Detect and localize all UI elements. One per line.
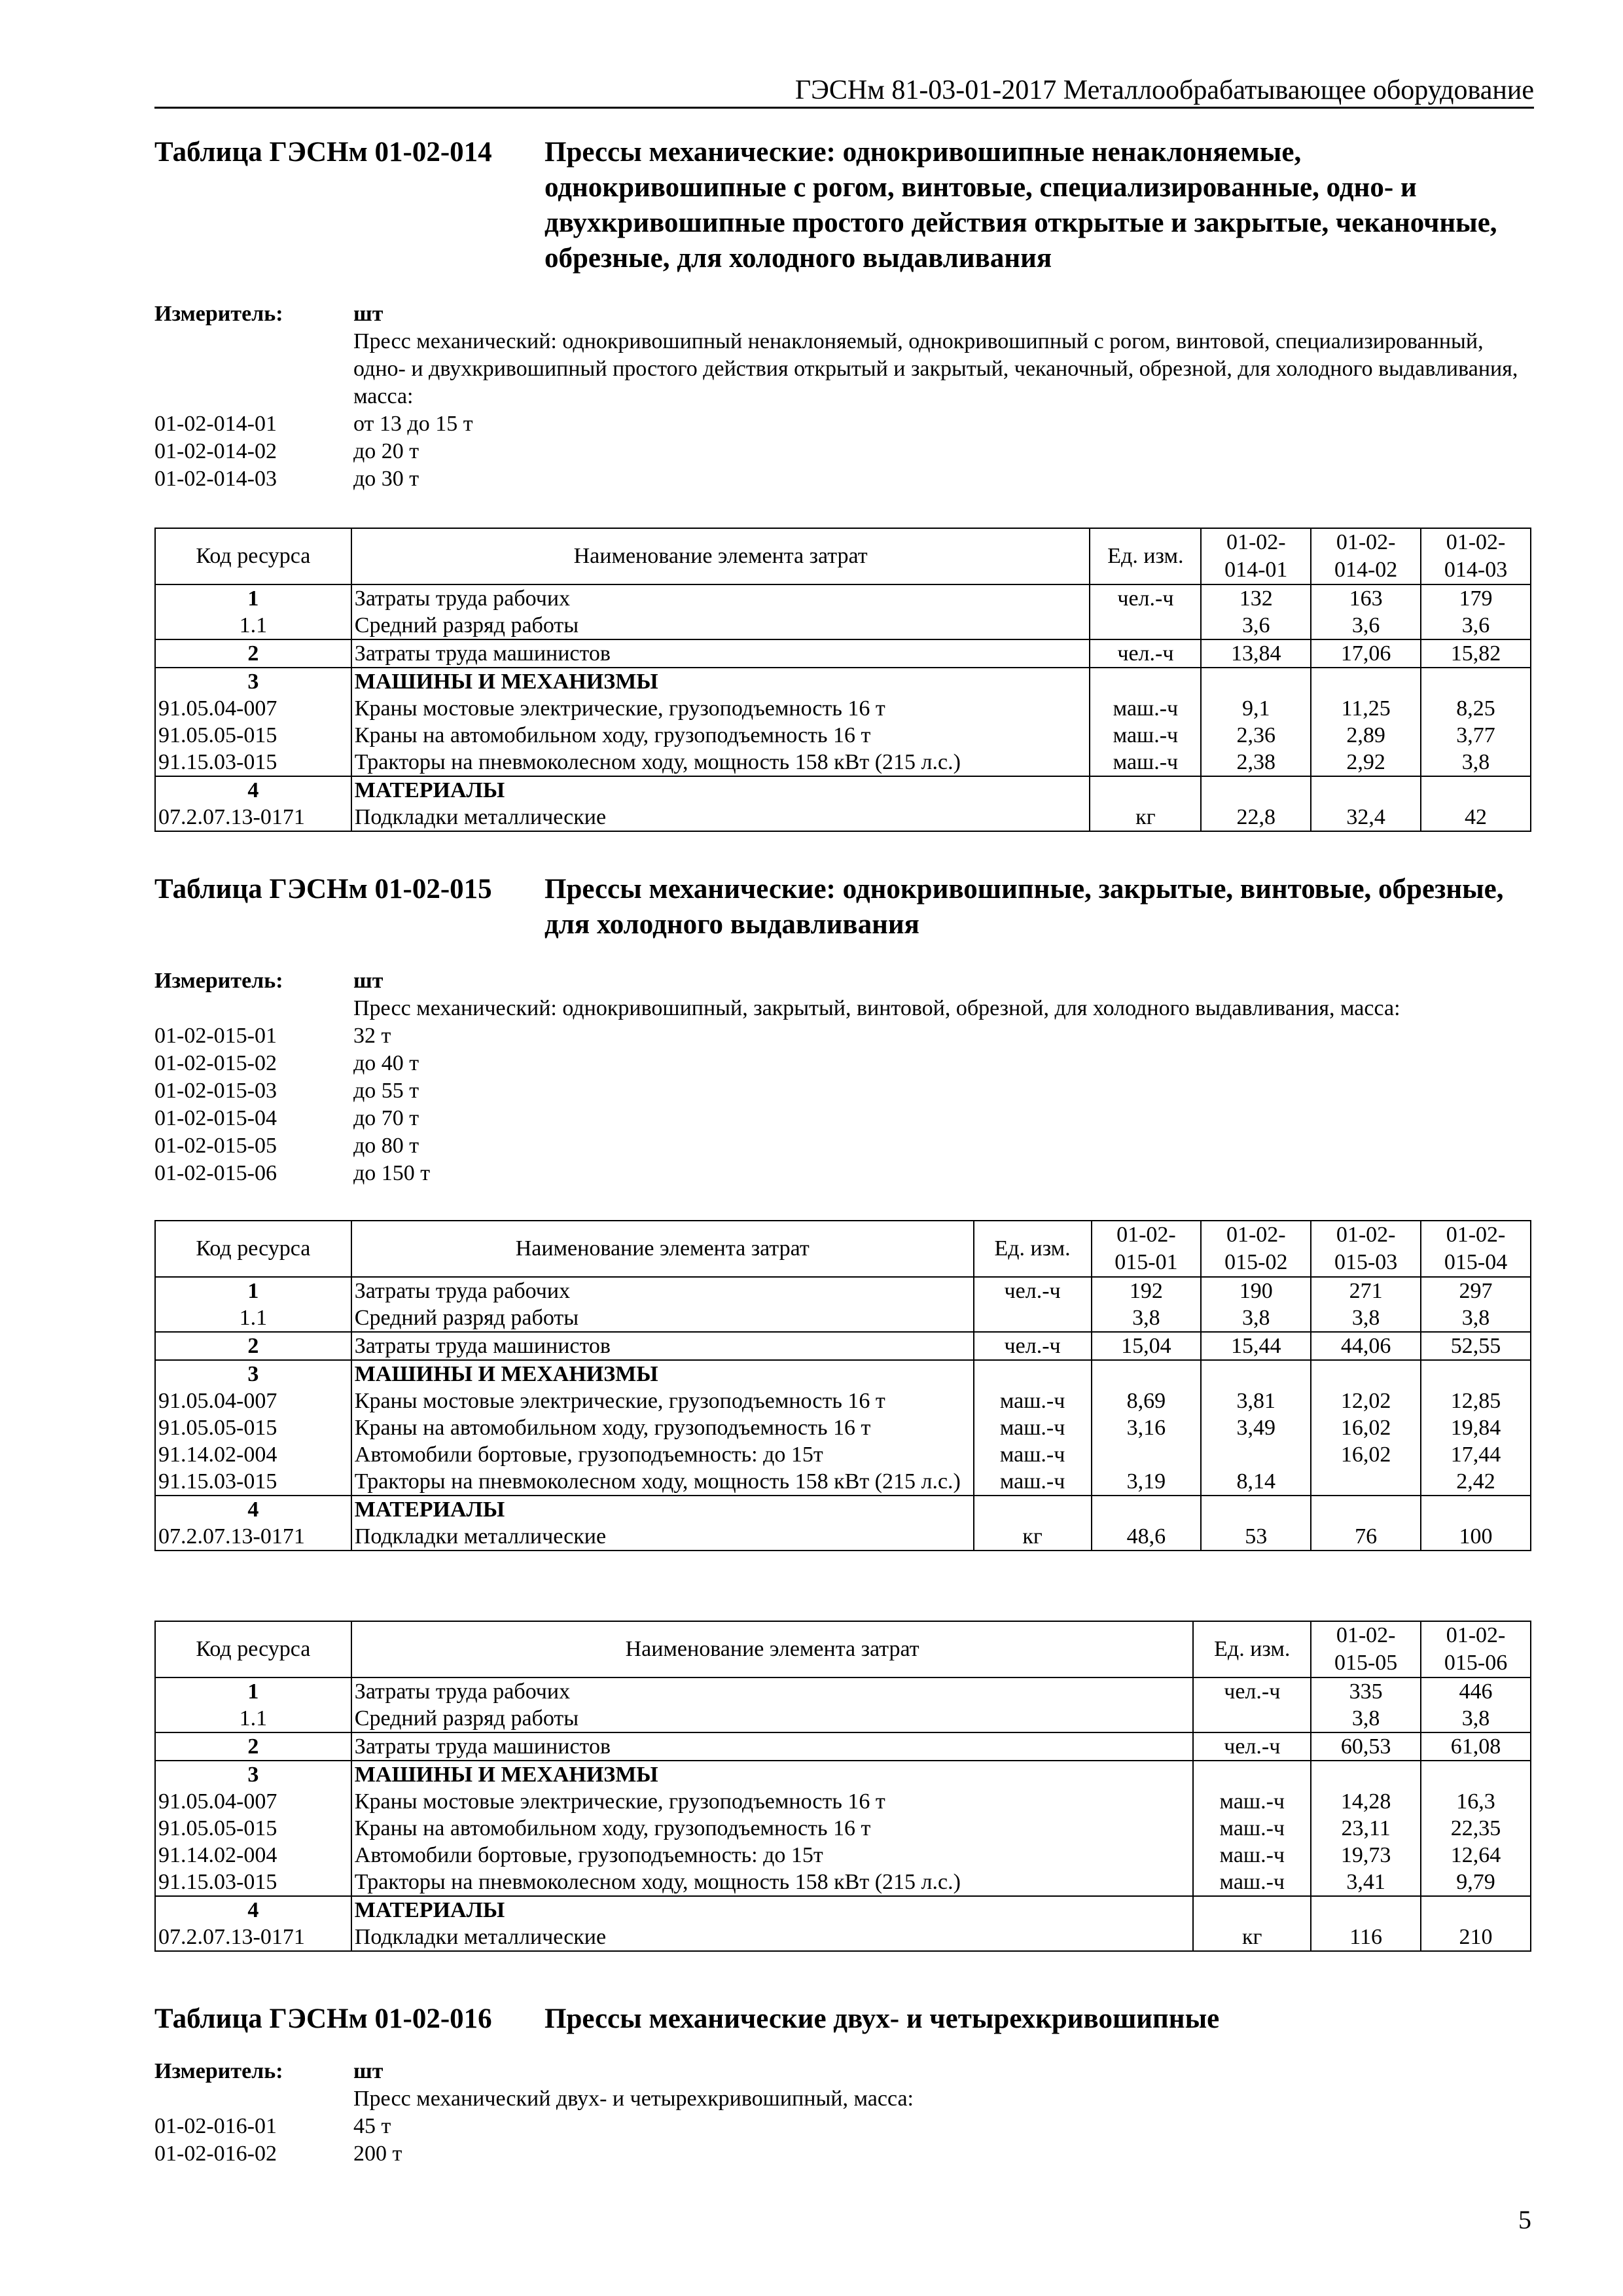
table-cell: 3,8 <box>1421 1304 1531 1332</box>
table-cell: 9,79 <box>1421 1869 1531 1896</box>
table-cell: 2,92 <box>1311 749 1421 776</box>
table-row <box>155 1360 1531 1388</box>
table-row <box>155 1441 1531 1468</box>
table-cell: чел.-ч <box>1193 1732 1311 1761</box>
table-cell: 11,25 <box>1311 695 1421 722</box>
table-cell: 16,02 <box>1311 1414 1421 1441</box>
item-code: 01-02-015-02 <box>154 1051 277 1075</box>
table-cell: 3,81 <box>1201 1388 1311 1414</box>
table-cell: 2 <box>155 639 351 668</box>
table-row <box>155 722 1531 749</box>
table-cell <box>1092 1496 1202 1523</box>
table-cell: 91.15.03-015 <box>155 1869 351 1896</box>
table-cell: 2 <box>155 1732 351 1761</box>
table-cell: 3 <box>155 668 351 695</box>
table-cell <box>1092 1441 1202 1468</box>
table-row <box>155 1788 1531 1815</box>
item-code: 01-02-015-06 <box>154 1161 277 1185</box>
table-cell: маш.-ч <box>1193 1869 1311 1896</box>
running-header: ГЭСНм 81-03-01-2017 Металлообрабатывающее оборудование <box>794 75 1534 105</box>
table-cell: 9,1 <box>1201 695 1311 722</box>
table-cell: 91.05.05-015 <box>155 1815 351 1842</box>
table-cell: 07.2.07.13-0171 <box>155 1924 351 1951</box>
table-cell: 12,02 <box>1311 1388 1421 1414</box>
item-code: 01-02-014-03 <box>154 467 277 491</box>
table-cell: 271 <box>1311 1277 1421 1304</box>
item-code: 01-02-015-01 <box>154 1024 277 1048</box>
table-cell: 44,06 <box>1311 1332 1421 1360</box>
table-cell <box>1193 1761 1311 1788</box>
item-text: 200 т <box>353 2142 402 2166</box>
table-cell: 91.05.04-007 <box>155 1388 351 1414</box>
table-cell: 91.15.03-015 <box>155 1468 351 1496</box>
table-cell: 1.1 <box>155 612 351 639</box>
table-cell: Краны на автомобильном ходу, грузоподъемность 16 т <box>351 1815 1194 1842</box>
col-header-value <box>1311 528 1421 584</box>
item-code: 01-02-014-01 <box>154 412 277 436</box>
table-cell <box>1311 668 1421 695</box>
measure-unit: шт <box>353 302 383 326</box>
measure-label: Измеритель: <box>154 302 283 326</box>
table-row <box>155 749 1531 776</box>
table-row <box>155 1523 1531 1551</box>
table-cell: 91.05.04-007 <box>155 695 351 722</box>
table-cell <box>1201 1441 1311 1468</box>
col-header-line: 01-02- <box>1446 530 1506 554</box>
col-header-line: 01-02- <box>1336 1223 1396 1247</box>
col-header-line: 01-02- <box>1226 1223 1286 1247</box>
col-header-line: 01-02- <box>1446 1223 1506 1247</box>
table-row <box>155 1468 1531 1496</box>
table-cell <box>1090 668 1201 695</box>
table-cell: 3,8 <box>1421 1705 1531 1732</box>
col-header-line: 015-01 <box>1115 1250 1178 1274</box>
col-header-value <box>1421 1621 1531 1677</box>
table-cell: 179 <box>1421 584 1531 612</box>
table-cell <box>1421 776 1531 804</box>
table-cell: МАТЕРИАЛЫ <box>351 1496 974 1523</box>
table-cell: 19,84 <box>1421 1414 1531 1441</box>
header-rule <box>154 107 1534 109</box>
table-cell: маш.-ч <box>974 1468 1092 1496</box>
table-016-measure <box>154 2058 1531 2168</box>
table-cell <box>1421 1496 1531 1523</box>
col-header-line: 01-02- <box>1116 1223 1176 1247</box>
table-cell <box>974 1360 1092 1388</box>
table-cell: 13,84 <box>1201 639 1311 668</box>
table-cell: 22,35 <box>1421 1815 1531 1842</box>
item-code: 01-02-016-01 <box>154 2114 277 2138</box>
item-text: 45 т <box>353 2114 391 2138</box>
table-cell <box>1421 1761 1531 1788</box>
table-row <box>155 668 1531 695</box>
table-cell: Подкладки металлические <box>351 1523 974 1551</box>
col-header-line: 015-04 <box>1444 1250 1508 1274</box>
table-cell: 61,08 <box>1421 1732 1531 1761</box>
table-cell: Затраты труда машинистов <box>351 1732 1194 1761</box>
table-cell: 12,64 <box>1421 1842 1531 1869</box>
table-cell: Подкладки металлические <box>351 804 1090 831</box>
table-row <box>155 1496 1531 1523</box>
table-cell: 17,06 <box>1311 639 1421 668</box>
table-cell: Автомобили бортовые, грузоподъемность: до 15т <box>351 1842 1194 1869</box>
table-row <box>155 804 1531 831</box>
table-row <box>155 1677 1531 1705</box>
table-cell: 22,8 <box>1201 804 1311 831</box>
table-row <box>155 1277 1531 1304</box>
table-cell: 210 <box>1421 1924 1531 1951</box>
col-header-name: Наименование элемента затрат <box>351 1621 1194 1677</box>
table-cell: 15,04 <box>1092 1332 1202 1360</box>
table-cell: 3,41 <box>1311 1869 1421 1896</box>
table-cell: 3,8 <box>1311 1304 1421 1332</box>
table-cell: Краны мостовые электрические, грузоподъемность 16 т <box>351 1388 974 1414</box>
table-cell <box>1201 668 1311 695</box>
table-cell <box>1421 668 1531 695</box>
table-015-grid-a <box>154 1220 1531 1551</box>
table-cell: маш.-ч <box>1193 1815 1311 1842</box>
table-cell <box>1311 1496 1421 1523</box>
col-header-line: 01-02- <box>1336 530 1396 554</box>
table-cell <box>1311 1360 1421 1388</box>
table-cell: МАШИНЫ И МЕХАНИЗМЫ <box>351 1360 974 1388</box>
table-row <box>155 612 1531 639</box>
item-text: 32 т <box>353 1024 391 1048</box>
table-cell: 8,25 <box>1421 695 1531 722</box>
col-header-unit: Ед. изм. <box>1090 528 1201 584</box>
col-header-value <box>1201 528 1311 584</box>
table-cell: 1 <box>155 584 351 612</box>
table-row <box>155 1304 1531 1332</box>
col-header-line: 014-03 <box>1444 558 1508 582</box>
table-row <box>155 639 1531 668</box>
page-number: 5 <box>1518 2205 1531 2234</box>
table-cell: маш.-ч <box>974 1414 1092 1441</box>
table-014-name: Прессы механические: однокривошипные ненаклоняемые, однокривошипные с рогом, винтовые, специализированные, одно- и двухкривошипные простого действия открытые и закрытые, чеканочные, обрезные, для холодного выдавливания <box>544 137 1497 274</box>
table-cell: маш.-ч <box>1193 1788 1311 1815</box>
table-cell: 3,8 <box>1311 1705 1421 1732</box>
table-cell <box>1092 1360 1202 1388</box>
item-code: 01-02-015-05 <box>154 1134 277 1158</box>
col-header-line: 01-02- <box>1226 530 1286 554</box>
table-cell: 3,8 <box>1092 1304 1202 1332</box>
measure-unit: шт <box>353 2059 383 2083</box>
table-row <box>155 776 1531 804</box>
table-cell: 3,77 <box>1421 722 1531 749</box>
table-014-measure <box>154 300 1531 493</box>
col-header-value <box>1311 1221 1421 1277</box>
col-header-name: Наименование элемента затрат <box>351 528 1090 584</box>
table-cell: 48,6 <box>1092 1523 1202 1551</box>
table-cell: 100 <box>1421 1523 1531 1551</box>
table-cell: 91.15.03-015 <box>155 749 351 776</box>
table-cell: Средний разряд работы <box>351 1304 974 1332</box>
measure-label: Измеритель: <box>154 969 283 993</box>
table-cell <box>1090 612 1201 639</box>
table-cell: Затраты труда рабочих <box>351 1277 974 1304</box>
table-header-row <box>155 1621 1531 1677</box>
measure-unit: шт <box>353 969 383 993</box>
item-text: до 70 т <box>353 1106 419 1130</box>
table-cell: 297 <box>1421 1277 1531 1304</box>
table-cell <box>1421 1896 1531 1924</box>
table-cell: 1 <box>155 1277 351 1304</box>
table-cell: Тракторы на пневмоколесном ходу, мощность 158 кВт (215 л.с.) <box>351 749 1090 776</box>
item-text: до 40 т <box>353 1051 419 1075</box>
table-cell: Затраты труда рабочих <box>351 584 1090 612</box>
table-cell: 76 <box>1311 1523 1421 1551</box>
table-cell: 2,42 <box>1421 1468 1531 1496</box>
table-row <box>155 1388 1531 1414</box>
table-cell <box>974 1304 1092 1332</box>
table-cell <box>1193 1896 1311 1924</box>
table-row <box>155 1414 1531 1441</box>
table-cell: 91.14.02-004 <box>155 1842 351 1869</box>
table-014-title <box>154 135 1531 276</box>
col-header-unit: Ед. изм. <box>1193 1621 1311 1677</box>
measure-description: Пресс механический: однокривошипный, закрытый, винтовой, обрезной, для холодного выдавливания, масса: <box>353 996 1400 1020</box>
item-text: до 30 т <box>353 467 419 491</box>
col-header-line: 015-03 <box>1334 1250 1398 1274</box>
col-header-line: 015-02 <box>1224 1250 1288 1274</box>
table-cell <box>1311 776 1421 804</box>
table-cell: 1.1 <box>155 1705 351 1732</box>
measure-label: Измеритель: <box>154 2059 283 2083</box>
table-cell <box>1311 1468 1421 1496</box>
table-cell: 2,89 <box>1311 722 1421 749</box>
table-015-title <box>154 872 1531 942</box>
table-header-row <box>155 528 1531 584</box>
table-cell: МАТЕРИАЛЫ <box>351 1896 1194 1924</box>
table-cell: 3,19 <box>1092 1468 1202 1496</box>
table-cell: 91.05.05-015 <box>155 1414 351 1441</box>
table-015-grid-b <box>154 1621 1531 1952</box>
table-cell: 60,53 <box>1311 1732 1421 1761</box>
table-cell: чел.-ч <box>974 1332 1092 1360</box>
table-cell: 2 <box>155 1332 351 1360</box>
table-cell <box>1201 1496 1311 1523</box>
table-cell: 2,38 <box>1201 749 1311 776</box>
table-header-row <box>155 1221 1531 1277</box>
table-row <box>155 1924 1531 1951</box>
item-text: до 20 т <box>353 439 419 463</box>
table-cell: 23,11 <box>1311 1815 1421 1842</box>
table-cell: кг <box>974 1523 1092 1551</box>
table-row <box>155 1869 1531 1896</box>
table-cell: 1 <box>155 1677 351 1705</box>
table-cell: 190 <box>1201 1277 1311 1304</box>
table-cell: 4 <box>155 1896 351 1924</box>
table-cell <box>1201 1360 1311 1388</box>
col-header-name: Наименование элемента затрат <box>351 1221 974 1277</box>
table-cell: чел.-ч <box>1090 584 1201 612</box>
table-016-code: Таблица ГЭСНм 01-02-016 <box>154 2003 492 2034</box>
table-cell: кг <box>1193 1924 1311 1951</box>
table-cell: Краны на автомобильном ходу, грузоподъемность 16 т <box>351 722 1090 749</box>
table-cell: 14,28 <box>1311 1788 1421 1815</box>
table-cell: МАТЕРИАЛЫ <box>351 776 1090 804</box>
item-text: до 55 т <box>353 1079 419 1103</box>
table-cell: Автомобили бортовые, грузоподъемность: до 15т <box>351 1441 974 1468</box>
table-row <box>155 1842 1531 1869</box>
table-cell: 12,85 <box>1421 1388 1531 1414</box>
table-cell: чел.-ч <box>974 1277 1092 1304</box>
table-cell: 3,8 <box>1201 1304 1311 1332</box>
col-header-unit: Ед. изм. <box>974 1221 1092 1277</box>
table-cell: 1.1 <box>155 1304 351 1332</box>
table-cell: Подкладки металлические <box>351 1924 1194 1951</box>
table-cell: Тракторы на пневмоколесном ходу, мощность 158 кВт (215 л.с.) <box>351 1869 1194 1896</box>
table-cell: Затраты труда рабочих <box>351 1677 1194 1705</box>
table-cell: Средний разряд работы <box>351 1705 1194 1732</box>
table-cell: Затраты труда машинистов <box>351 1332 974 1360</box>
table-row <box>155 1761 1531 1788</box>
col-header-code: Код ресурса <box>155 1221 351 1277</box>
table-cell: 3 <box>155 1761 351 1788</box>
table-cell: 3,6 <box>1311 612 1421 639</box>
table-cell: 52,55 <box>1421 1332 1531 1360</box>
item-text: до 150 т <box>353 1161 431 1185</box>
col-header-line: 01-02- <box>1336 1623 1396 1647</box>
table-cell: маш.-ч <box>974 1388 1092 1414</box>
col-header-code: Код ресурса <box>155 1621 351 1677</box>
table-cell: маш.-ч <box>1090 695 1201 722</box>
table-cell: 07.2.07.13-0171 <box>155 1523 351 1551</box>
table-cell: 15,44 <box>1201 1332 1311 1360</box>
table-cell <box>1193 1705 1311 1732</box>
item-text: от 13 до 15 т <box>353 412 473 436</box>
item-code: 01-02-015-04 <box>154 1106 277 1130</box>
table-row <box>155 584 1531 612</box>
col-header-line: 01-02- <box>1446 1623 1506 1647</box>
table-cell <box>1311 1896 1421 1924</box>
table-cell <box>1311 1761 1421 1788</box>
item-code: 01-02-015-03 <box>154 1079 277 1103</box>
table-cell: МАШИНЫ И МЕХАНИЗМЫ <box>351 668 1090 695</box>
table-row <box>155 1332 1531 1360</box>
table-row <box>155 1815 1531 1842</box>
table-cell: чел.-ч <box>1193 1677 1311 1705</box>
measure-description: Пресс механический двух- и четырехкривошипный, масса: <box>353 2087 914 2111</box>
table-cell: 3,49 <box>1201 1414 1311 1441</box>
table-014-grid <box>154 528 1531 832</box>
table-015-measure <box>154 967 1531 1187</box>
table-row <box>155 695 1531 722</box>
table-cell: 4 <box>155 1496 351 1523</box>
table-cell: 8,69 <box>1092 1388 1202 1414</box>
table-row <box>155 1732 1531 1761</box>
table-cell: 335 <box>1311 1677 1421 1705</box>
table-cell: маш.-ч <box>974 1441 1092 1468</box>
col-header-value <box>1311 1621 1421 1677</box>
measure-description: Пресс механический: однокривошипный ненаклоняемый, однокривошипный с рогом, винтовой, специализированный, одно- и двухкривошипный простого действия открытый и закрытый, чеканочный, обрезной, для холодного выдавливания, масса: <box>353 329 1518 408</box>
table-cell: чел.-ч <box>1090 639 1201 668</box>
col-header-line: 015-05 <box>1334 1651 1398 1675</box>
table-015-code: Таблица ГЭСНм 01-02-015 <box>154 874 492 905</box>
table-row <box>155 1705 1531 1732</box>
table-cell: 3,6 <box>1421 612 1531 639</box>
table-cell: Средний разряд работы <box>351 612 1090 639</box>
table-cell: 3,16 <box>1092 1414 1202 1441</box>
table-cell: 3,8 <box>1421 749 1531 776</box>
table-cell <box>1201 776 1311 804</box>
table-cell: 42 <box>1421 804 1531 831</box>
item-text: до 80 т <box>353 1134 419 1158</box>
table-cell: 91.14.02-004 <box>155 1441 351 1468</box>
table-014-code: Таблица ГЭСНм 01-02-014 <box>154 137 492 168</box>
table-016-title <box>154 2001 1531 2037</box>
table-cell: 192 <box>1092 1277 1202 1304</box>
table-cell: маш.-ч <box>1090 749 1201 776</box>
table-cell: маш.-ч <box>1193 1842 1311 1869</box>
table-cell: маш.-ч <box>1090 722 1201 749</box>
table-cell: 446 <box>1421 1677 1531 1705</box>
table-cell: 3,6 <box>1201 612 1311 639</box>
table-cell: 116 <box>1311 1924 1421 1951</box>
table-cell: 16,3 <box>1421 1788 1531 1815</box>
table-cell: 4 <box>155 776 351 804</box>
col-header-line: 014-02 <box>1334 558 1398 582</box>
table-cell: 16,02 <box>1311 1441 1421 1468</box>
table-cell <box>974 1496 1092 1523</box>
col-header-value <box>1201 1221 1311 1277</box>
table-cell: 2,36 <box>1201 722 1311 749</box>
table-cell: кг <box>1090 804 1201 831</box>
table-cell: Тракторы на пневмоколесном ходу, мощность 158 кВт (215 л.с.) <box>351 1468 974 1496</box>
table-cell <box>1090 776 1201 804</box>
table-cell: 91.05.04-007 <box>155 1788 351 1815</box>
table-cell: 8,14 <box>1201 1468 1311 1496</box>
table-016-name: Прессы механические двух- и четырехкривошипные <box>544 2003 1220 2034</box>
table-row <box>155 1896 1531 1924</box>
table-cell: 91.05.05-015 <box>155 722 351 749</box>
table-cell: 53 <box>1201 1523 1311 1551</box>
table-cell: 163 <box>1311 584 1421 612</box>
table-cell: 132 <box>1201 584 1311 612</box>
col-header-value <box>1421 1221 1531 1277</box>
table-cell: 19,73 <box>1311 1842 1421 1869</box>
col-header-value <box>1092 1221 1202 1277</box>
table-cell <box>1421 1360 1531 1388</box>
col-header-line: 015-06 <box>1444 1651 1508 1675</box>
col-header-value <box>1421 528 1531 584</box>
col-header-code: Код ресурса <box>155 528 351 584</box>
table-cell: 17,44 <box>1421 1441 1531 1468</box>
table-cell: Краны на автомобильном ходу, грузоподъемность 16 т <box>351 1414 974 1441</box>
table-cell: Краны мостовые электрические, грузоподъемность 16 т <box>351 695 1090 722</box>
table-cell: 3 <box>155 1360 351 1388</box>
item-code: 01-02-014-02 <box>154 439 277 463</box>
col-header-line: 014-01 <box>1224 558 1288 582</box>
item-code: 01-02-016-02 <box>154 2142 277 2166</box>
table-cell: Затраты труда машинистов <box>351 639 1090 668</box>
table-015-name: Прессы механические: однокривошипные, закрытые, винтовые, обрезные, для холодного выдавливания <box>544 874 1504 940</box>
table-cell: 07.2.07.13-0171 <box>155 804 351 831</box>
table-cell: 15,82 <box>1421 639 1531 668</box>
table-cell: Краны мостовые электрические, грузоподъемность 16 т <box>351 1788 1194 1815</box>
table-cell: 32,4 <box>1311 804 1421 831</box>
table-cell: МАШИНЫ И МЕХАНИЗМЫ <box>351 1761 1194 1788</box>
